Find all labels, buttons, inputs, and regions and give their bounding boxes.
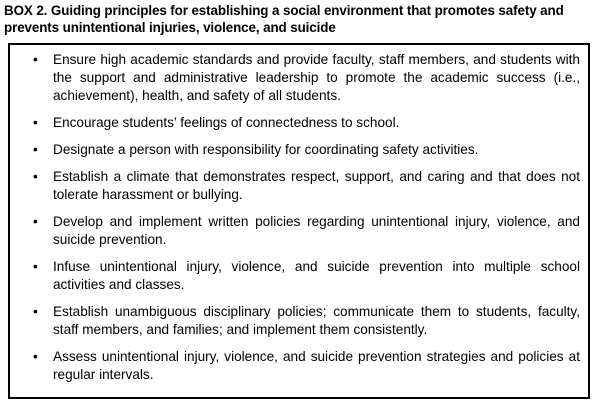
- list-item: [10, 213, 580, 249]
- principles-list: [10, 45, 588, 384]
- principle-text: Develop and implement written policies regarding unintentional injury, violence, and suicide prevention.: [53, 214, 580, 247]
- box-title: BOX 2. Guiding principles for establishing a social environment that promotes safety and prevents unintentional injuries, violence, and suicide: [4, 3, 564, 35]
- list-item: [10, 168, 580, 204]
- bullet-icon: •: [33, 214, 38, 229]
- principles-box: [8, 43, 590, 399]
- principle-text: Establish unambiguous disciplinary policies; communicate them to students, faculty, staff members, and families; and implement them consistently.: [53, 304, 580, 337]
- bullet-icon: •: [33, 52, 38, 67]
- list-item: [10, 258, 580, 294]
- bullet-icon: •: [33, 142, 38, 157]
- principle-text: Ensure high academic standards and provide faculty, staff members, and students with the support and administrative leadership to promote the academic success (i.e., achievement), health, and safety of all students.: [53, 52, 580, 103]
- bullet-icon: •: [33, 349, 38, 364]
- list-item: [10, 348, 580, 384]
- list-item: [10, 114, 580, 132]
- principle-text: Infuse unintentional injury, violence, and suicide prevention into multiple school activities and classes.: [53, 259, 580, 292]
- bullet-icon: •: [33, 169, 38, 184]
- principle-text: Encourage students’ feelings of connectedness to school.: [53, 115, 400, 130]
- list-item: [10, 51, 580, 105]
- principle-text: Establish a climate that demonstrates respect, support, and caring and that does not tolerate harassment or bullying.: [53, 169, 580, 202]
- principle-text: Designate a person with responsibility for coordinating safety activities.: [53, 142, 479, 157]
- bullet-icon: •: [33, 115, 38, 130]
- principle-text: Assess unintentional injury, violence, and suicide prevention strategies and policies at regular intervals.: [53, 349, 580, 382]
- list-item: [10, 141, 580, 159]
- bullet-icon: •: [33, 259, 38, 274]
- list-item: [10, 303, 580, 339]
- bullet-icon: •: [33, 304, 38, 319]
